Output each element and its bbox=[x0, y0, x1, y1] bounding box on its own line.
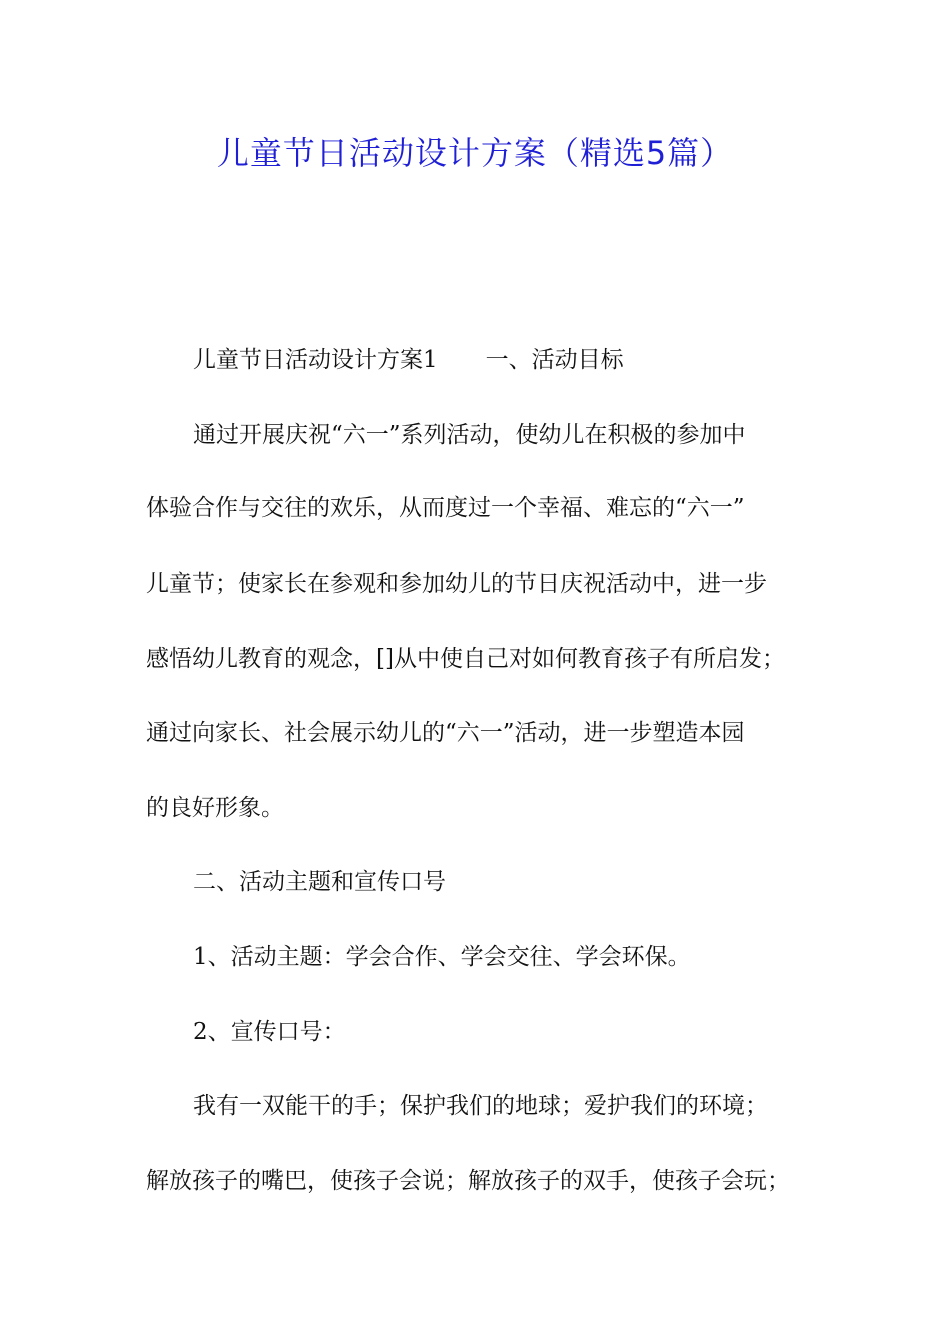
section-heading: 二、活动主题和宣传口号 bbox=[193, 869, 446, 895]
paragraph-line: 体验合作与交往的欢乐，从而度过一个幸福、难忘的“六一” bbox=[146, 495, 745, 521]
paragraph-line: 我有一双能干的手；保护我们的地球；爱护我们的环境； bbox=[193, 1093, 768, 1119]
paragraph-line: 的良好形象。 bbox=[146, 795, 284, 821]
plan-heading: 儿童节日活动设计方案1 bbox=[193, 347, 438, 373]
paragraph-line: 解放孩子的嘴巴，使孩子会说；解放孩子的双手，使孩子会玩； bbox=[146, 1168, 790, 1194]
document-title: 儿童节日活动设计方案（精选5篇） bbox=[216, 134, 734, 172]
paragraph-line: 通过开展庆祝“六一”系列活动，使幼儿在积极的参加中 bbox=[193, 422, 746, 448]
paragraph-line: 1、活动主题：学会合作、学会交往、学会环保。 bbox=[193, 944, 691, 970]
section-heading bbox=[193, 345, 624, 375]
paragraph-line: 感悟幼儿教育的观念，[]从中使自己对如何教育孩子有所启发； bbox=[146, 646, 785, 672]
paragraph-line: 儿童节；使家长在参观和参加幼儿的节日庆祝活动中，进一步 bbox=[146, 571, 767, 597]
paragraph-line: 2、宣传口号： bbox=[193, 1019, 346, 1045]
paragraph-line: 通过向家长、社会展示幼儿的“六一”活动，进一步塑造本园 bbox=[146, 720, 745, 746]
section-title: 一、活动目标 bbox=[485, 347, 624, 373]
